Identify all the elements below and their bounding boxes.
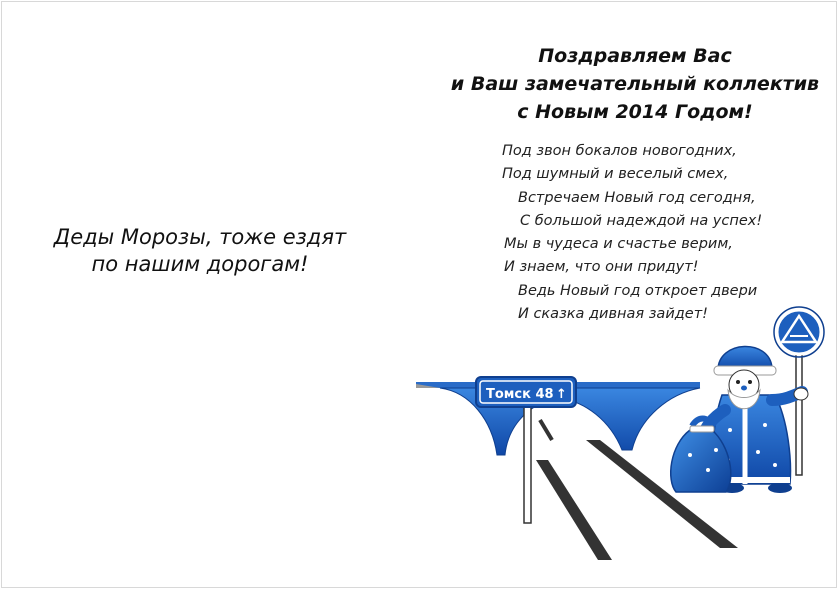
- greeting-line-3: с Новым 2014 Годом!: [517, 101, 753, 123]
- road-sign-arrow-icon: ↑: [556, 387, 567, 402]
- left-caption-line-1: Деды Морозы, тоже ездят: [53, 225, 347, 249]
- poem-line: И знаем, что они придут!: [504, 259, 699, 276]
- poem-line: Ведь Новый год откроет двери: [518, 282, 758, 299]
- city-road-sign: [476, 377, 576, 523]
- road-sign-text: Томск 48: [486, 387, 554, 402]
- greeting-line-2: и Ваш замечательный коллектив: [450, 73, 820, 95]
- poem-line: Встречаем Новый год сегодня,: [518, 189, 756, 206]
- poem-line: Мы в чудеса и счастье верим,: [504, 236, 733, 253]
- bridge-warning-sign-icon: [774, 307, 824, 357]
- poem-line: Под звон бокалов новогодних,: [502, 143, 737, 159]
- greeting-line-1: Поздравляем Вас: [538, 45, 732, 67]
- poem-line: С большой надеждой на успех!: [520, 212, 763, 229]
- left-caption-line-2: по нашим дорогам!: [91, 252, 309, 276]
- poem-line: Под шумный и веселый смех,: [502, 166, 729, 183]
- poem-line: И сказка дивная зайдет!: [518, 306, 708, 323]
